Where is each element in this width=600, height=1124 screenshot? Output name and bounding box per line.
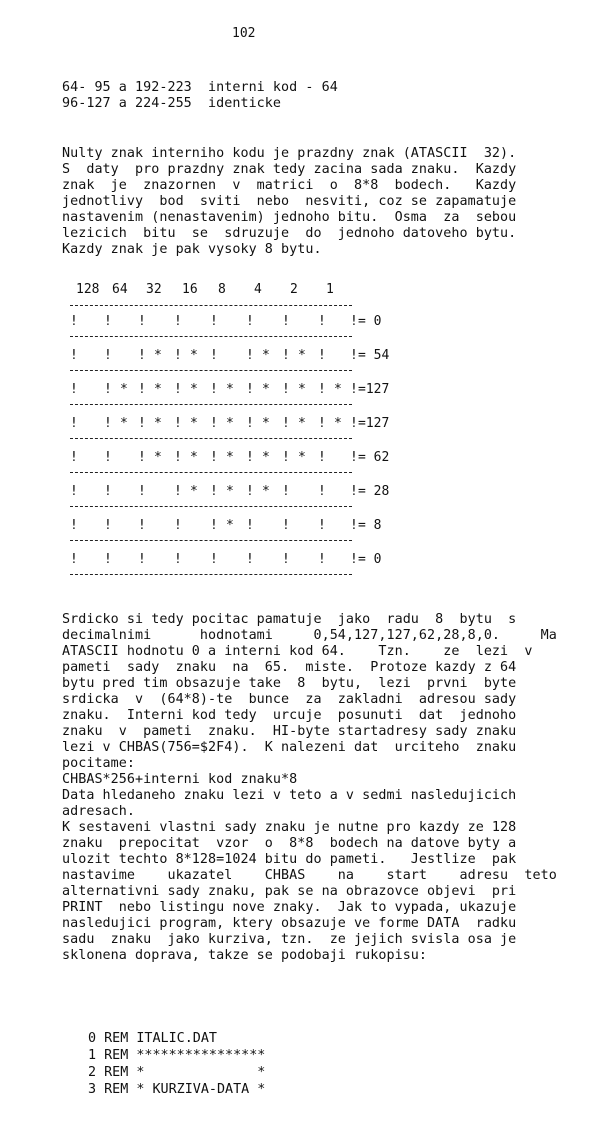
cell-separator: ! <box>246 348 254 363</box>
text-line: znak je znazornen v matrici o 8*8 bodech. Kazdy <box>62 178 517 193</box>
cell-separator: ! <box>350 518 358 533</box>
cell-separator: ! <box>246 416 254 431</box>
code-range-line: 96-127 a 224-255 identicke <box>62 96 282 111</box>
bit-row <box>70 552 400 568</box>
row-decimal-value: = 8 <box>358 518 382 533</box>
text-line: Kazdy znak je pak vysoky 8 bytu. <box>62 242 322 257</box>
text-line: srdicka v (64*8)-te bunce za zakladni adresou sady <box>62 692 517 707</box>
text-line: pocitame: <box>62 756 136 771</box>
code-line: 3 REM * KURZIVA-DATA * <box>88 1082 266 1097</box>
bit-set-mark: * <box>262 484 270 499</box>
bit-row <box>70 348 400 364</box>
text-line: znaku prepocitat vzor o 8*8 bodech na datove byty a <box>62 836 517 851</box>
bit-set-mark: * <box>262 416 270 431</box>
text-line: pameti sady znaku na 65. miste. Protoze kazdy z 64 <box>62 660 517 675</box>
bit-weight-label: 128 <box>76 282 100 297</box>
bit-set-mark: * <box>298 450 306 465</box>
bit-weight-label: 1 <box>326 282 334 297</box>
text-line: lezicich bitu se sdruzuje do jednoho datoveho bytu. <box>62 226 517 241</box>
bit-weight-label: 8 <box>218 282 226 297</box>
text-line: ATASCII hodnotu 0 a interni kod 64. Tzn. ze lezi v <box>62 644 533 659</box>
cell-separator: ! <box>104 314 112 329</box>
cell-separator: ! <box>282 382 290 397</box>
bit-set-mark: * <box>298 348 306 363</box>
cell-separator: ! <box>350 416 358 431</box>
cell-separator: ! <box>104 552 112 567</box>
table-divider <box>70 438 352 439</box>
table-divider <box>70 370 352 371</box>
cell-separator: ! <box>210 314 218 329</box>
text-line: Nulty znak interniho kodu je prazdny znak (ATASCII 32). <box>62 146 517 161</box>
cell-separator: ! <box>104 518 112 533</box>
code-line: 2 REM * * <box>88 1065 266 1080</box>
text-line: S daty pro prazdny znak tedy zacina sada znaku. Kazdy <box>62 162 517 177</box>
cell-separator: ! <box>138 484 146 499</box>
cell-separator: ! <box>70 484 78 499</box>
cell-separator: ! <box>282 552 290 567</box>
bit-row <box>70 382 400 398</box>
bit-weight-header <box>76 282 366 298</box>
cell-separator: ! <box>246 314 254 329</box>
cell-separator: ! <box>246 518 254 533</box>
cell-separator: ! <box>318 552 326 567</box>
cell-separator: ! <box>350 484 358 499</box>
bit-set-mark: * <box>334 416 342 431</box>
bit-set-mark: * <box>154 450 162 465</box>
cell-separator: ! <box>174 450 182 465</box>
cell-separator: ! <box>138 416 146 431</box>
cell-separator: ! <box>104 382 112 397</box>
text-line: decimalnimi hodnotami 0,54,127,127,62,28,8,0. Ma <box>62 628 557 643</box>
table-divider <box>70 336 352 337</box>
cell-separator: ! <box>318 348 326 363</box>
cell-separator: ! <box>246 382 254 397</box>
cell-separator: ! <box>318 518 326 533</box>
bit-set-mark: * <box>154 348 162 363</box>
text-line: znaku. Interni kod tedy urcuje posunuti dat jednoho <box>62 708 517 723</box>
text-line: ulozit techto 8*128=1024 bitu do pameti. Jestlize pak <box>62 852 517 867</box>
bit-set-mark: * <box>154 382 162 397</box>
cell-separator: ! <box>104 450 112 465</box>
cell-separator: ! <box>282 450 290 465</box>
cell-separator: ! <box>210 484 218 499</box>
cell-separator: ! <box>138 382 146 397</box>
bit-weight-label: 2 <box>290 282 298 297</box>
bit-set-mark: * <box>190 450 198 465</box>
cell-separator: ! <box>210 518 218 533</box>
cell-separator: ! <box>70 382 78 397</box>
table-divider <box>70 472 352 473</box>
row-decimal-value: = 0 <box>358 314 382 329</box>
text-line: sadu znaku jako kurziva, tzn. ze jejich svisla osa je <box>62 932 517 947</box>
bit-row <box>70 484 400 500</box>
cell-separator: ! <box>350 450 358 465</box>
table-divider <box>70 305 352 306</box>
bit-set-mark: * <box>262 348 270 363</box>
bit-set-mark: * <box>226 518 234 533</box>
text-line: Data hledaneho znaku lezi v teto a v sedmi nasledujicich <box>62 788 517 803</box>
text-line: znaku v pameti znaku. HI-byte startadresy sady znaku <box>62 724 517 739</box>
bit-set-mark: * <box>154 416 162 431</box>
cell-separator: ! <box>282 518 290 533</box>
table-divider <box>70 404 352 405</box>
cell-separator: ! <box>246 450 254 465</box>
cell-separator: ! <box>246 552 254 567</box>
text-line: lezi v CHBAS(756=$2F4). K nalezeni dat urciteho znaku <box>62 740 517 755</box>
text-line: bytu pred tim obsazuje take 8 bytu, lezi prvni byte <box>62 676 517 691</box>
cell-separator: ! <box>70 450 78 465</box>
cell-separator: ! <box>70 518 78 533</box>
cell-separator: ! <box>282 314 290 329</box>
cell-separator: ! <box>318 484 326 499</box>
cell-separator: ! <box>174 314 182 329</box>
code-line: 1 REM **************** <box>88 1048 266 1063</box>
cell-separator: ! <box>246 484 254 499</box>
cell-separator: ! <box>104 348 112 363</box>
cell-separator: ! <box>350 552 358 567</box>
cell-separator: ! <box>70 552 78 567</box>
cell-separator: ! <box>104 416 112 431</box>
bit-weight-label: 32 <box>146 282 162 297</box>
code-line: 0 REM ITALIC.DAT <box>88 1031 217 1046</box>
bit-set-mark: * <box>120 416 128 431</box>
cell-separator: ! <box>138 348 146 363</box>
text-line: nastavenim (nenastavenim) jednoho bitu. Osma za sebou <box>62 210 517 225</box>
cell-separator: ! <box>282 484 290 499</box>
cell-separator: ! <box>138 450 146 465</box>
bit-weight-label: 64 <box>112 282 128 297</box>
cell-separator: ! <box>70 314 78 329</box>
bit-set-mark: * <box>262 450 270 465</box>
cell-separator: ! <box>174 416 182 431</box>
cell-separator: ! <box>138 518 146 533</box>
cell-separator: ! <box>210 348 218 363</box>
bit-row <box>70 416 400 432</box>
row-decimal-value: =127 <box>358 382 390 397</box>
table-divider <box>70 506 352 507</box>
bit-set-mark: * <box>262 382 270 397</box>
cell-separator: ! <box>318 450 326 465</box>
bit-set-mark: * <box>190 484 198 499</box>
bit-set-mark: * <box>298 382 306 397</box>
cell-separator: ! <box>318 382 326 397</box>
cell-separator: ! <box>282 348 290 363</box>
cell-separator: ! <box>282 416 290 431</box>
code-range-line: 64- 95 a 192-223 interni kod - 64 <box>62 80 338 95</box>
text-line: nasledujici program, ktery obsazuje ve forme DATA radku <box>62 916 517 931</box>
row-decimal-value: = 62 <box>358 450 390 465</box>
bit-weight-label: 4 <box>254 282 262 297</box>
table-divider <box>70 574 352 575</box>
page-number: 102 <box>232 26 256 41</box>
bit-set-mark: * <box>190 416 198 431</box>
cell-separator: ! <box>318 314 326 329</box>
cell-separator: ! <box>138 552 146 567</box>
bit-set-mark: * <box>226 484 234 499</box>
cell-separator: ! <box>210 382 218 397</box>
table-divider <box>70 540 352 541</box>
text-line: nastavime ukazatel CHBAS na start adresu teto <box>62 868 557 883</box>
cell-separator: ! <box>350 382 358 397</box>
text-line: adresach. <box>62 804 136 819</box>
bit-set-mark: * <box>226 416 234 431</box>
cell-separator: ! <box>174 552 182 567</box>
bit-set-mark: * <box>190 348 198 363</box>
cell-separator: ! <box>210 450 218 465</box>
text-line: Srdicko si tedy pocitac pamatuje jako radu 8 bytu s <box>62 612 517 627</box>
cell-separator: ! <box>174 382 182 397</box>
cell-separator: ! <box>210 416 218 431</box>
cell-separator: ! <box>210 552 218 567</box>
text-line: PRINT nebo listingu nove znaky. Jak to vypada, ukazuje <box>62 900 517 915</box>
text-line: CHBAS*256+interni kod znaku*8 <box>62 772 298 787</box>
cell-separator: ! <box>174 518 182 533</box>
bit-set-mark: * <box>190 382 198 397</box>
row-decimal-value: = 0 <box>358 552 382 567</box>
bit-set-mark: * <box>334 382 342 397</box>
bit-set-mark: * <box>226 382 234 397</box>
text-line: jednotlivy bod sviti nebo nesviti, coz se zapamatuje <box>62 194 517 209</box>
cell-separator: ! <box>70 416 78 431</box>
bit-row <box>70 450 400 466</box>
text-line: sklonena doprava, takze se podobaji rukopisu: <box>62 948 428 963</box>
row-decimal-value: =127 <box>358 416 390 431</box>
bit-set-mark: * <box>226 450 234 465</box>
text-line: alternativni sady znaku, pak se na obrazovce objevi pri <box>62 884 517 899</box>
bit-set-mark: * <box>120 382 128 397</box>
row-decimal-value: = 28 <box>358 484 390 499</box>
cell-separator: ! <box>350 348 358 363</box>
text-line: K sestaveni vlastni sady znaku je nutne pro kazdy ze 128 <box>62 820 517 835</box>
bit-row <box>70 314 400 330</box>
cell-separator: ! <box>70 348 78 363</box>
cell-separator: ! <box>318 416 326 431</box>
cell-separator: ! <box>174 348 182 363</box>
cell-separator: ! <box>138 314 146 329</box>
bit-set-mark: * <box>298 416 306 431</box>
bit-row <box>70 518 400 534</box>
cell-separator: ! <box>174 484 182 499</box>
row-decimal-value: = 54 <box>358 348 390 363</box>
bit-weight-label: 16 <box>182 282 198 297</box>
cell-separator: ! <box>104 484 112 499</box>
cell-separator: ! <box>350 314 358 329</box>
